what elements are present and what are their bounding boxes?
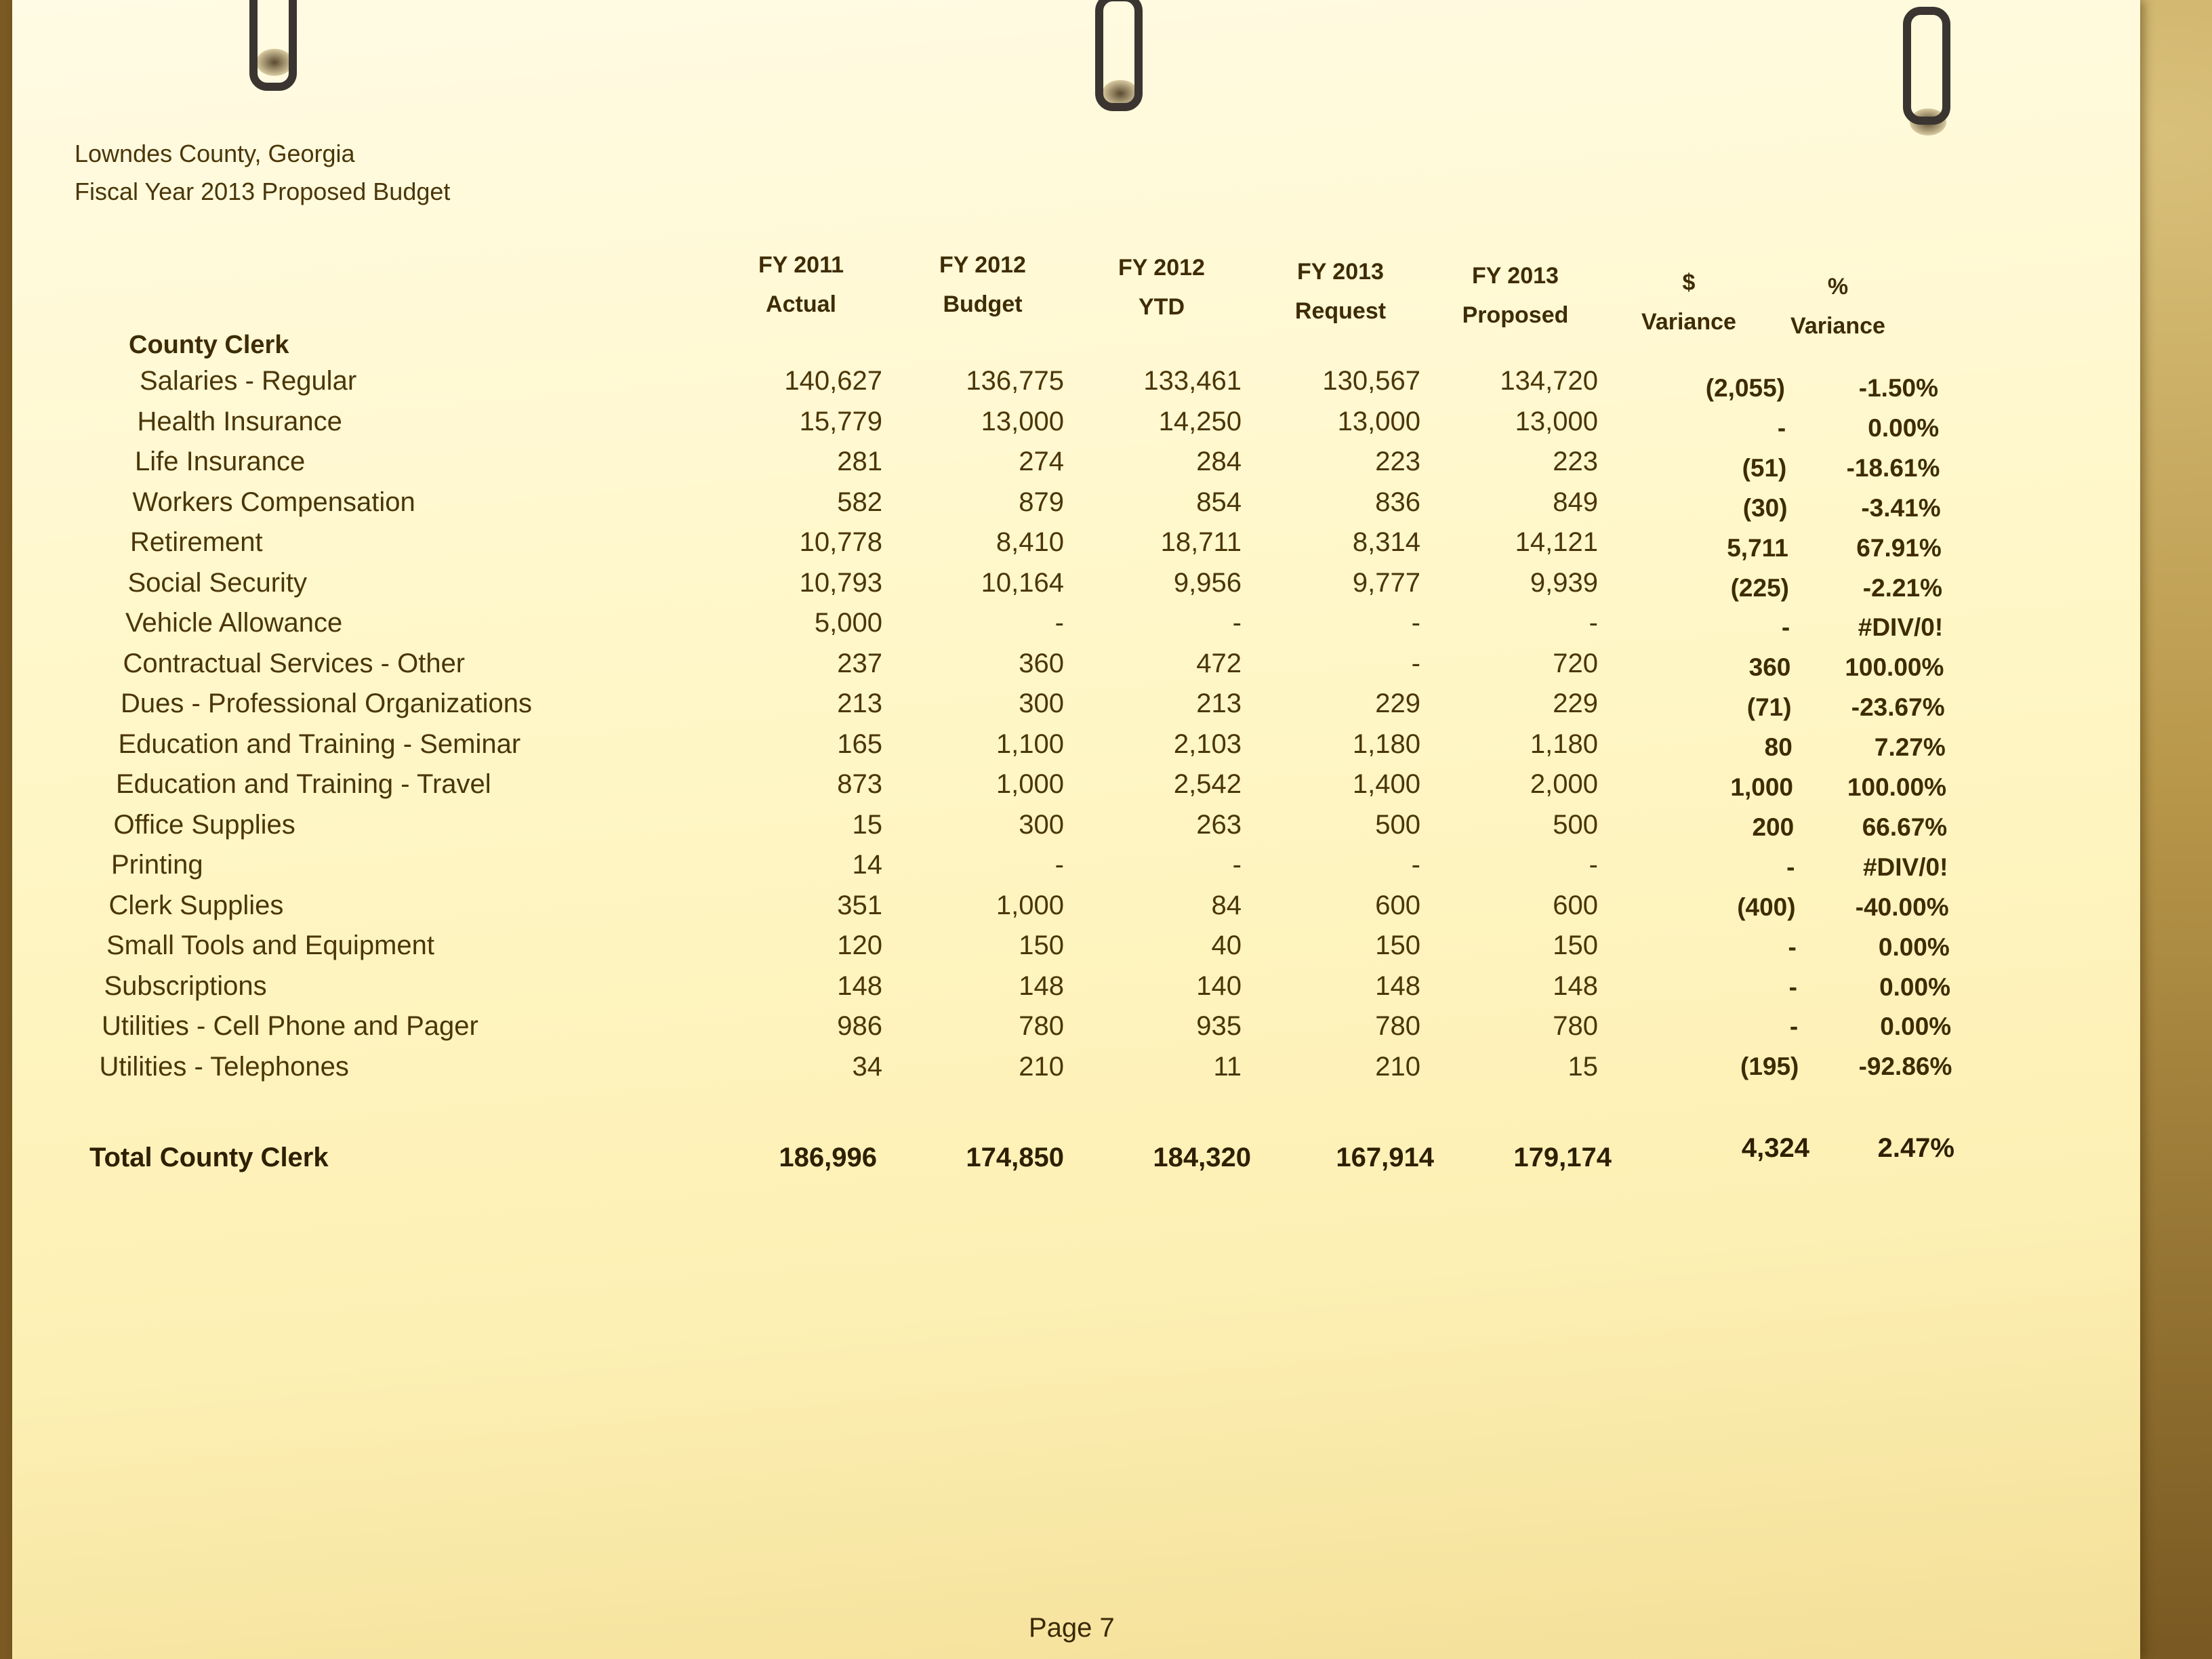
- cell-dollar-variance: 360: [1748, 653, 1791, 682]
- cell-fy2013-proposed: 720: [1553, 648, 1598, 678]
- cell-fy2013-request: 13,000: [1337, 406, 1420, 436]
- table-row: [12, 689, 2140, 728]
- cell-fy2012-budget: 136,775: [966, 366, 1064, 396]
- table-row: [12, 769, 2140, 808]
- cell-fy2012-budget: 274: [1019, 447, 1064, 476]
- cell-fy2012-ytd: 11: [1213, 1051, 1242, 1082]
- cell-fy2012-budget: 148: [1019, 970, 1064, 1001]
- cell-dollar-variance: -: [1788, 933, 1797, 961]
- table-row: [12, 971, 2140, 1010]
- cell-fy2013-proposed: 13,000: [1515, 406, 1598, 436]
- table-row: [12, 447, 2140, 486]
- cell-fy2012-budget: 10,164: [981, 567, 1064, 598]
- cell-dollar-variance: -: [1777, 413, 1786, 442]
- cell-fy2011-actual: 582: [837, 487, 882, 517]
- total-fy2013-request: 167,914: [1336, 1143, 1434, 1172]
- cell-pct-variance: 0.00%: [1878, 933, 1950, 961]
- cell-fy2012-budget: -: [1054, 850, 1064, 880]
- cell-fy2013-proposed: 14,121: [1515, 527, 1598, 557]
- row-label: Retirement: [130, 527, 263, 557]
- cell-fy2013-request: -: [1411, 648, 1420, 678]
- row-label: Social Security: [127, 567, 308, 598]
- cell-fy2013-request: 130,567: [1322, 366, 1420, 396]
- cell-fy2013-request: 600: [1375, 890, 1420, 920]
- cell-fy2012-ytd: 2,542: [1173, 769, 1242, 799]
- cell-pct-variance: 66.67%: [1862, 813, 1948, 841]
- cell-fy2011-actual: 165: [837, 729, 882, 759]
- cell-dollar-variance: (2,055): [1705, 374, 1785, 402]
- cell-fy2012-budget: 1,000: [996, 890, 1064, 920]
- cell-fy2012-ytd: 472: [1196, 648, 1242, 678]
- cell-fy2013-request: 1,180: [1352, 729, 1420, 759]
- cell-fy2012-ytd: -: [1232, 608, 1242, 638]
- cell-pct-variance: 100.00%: [1847, 773, 1946, 801]
- table-row: [12, 568, 2140, 607]
- total-row: [12, 1133, 2140, 1182]
- table-row: [12, 1052, 2140, 1091]
- cell-fy2013-proposed: 849: [1553, 487, 1598, 517]
- cell-fy2013-request: 210: [1375, 1051, 1420, 1082]
- cell-fy2013-request: 9,777: [1352, 567, 1420, 598]
- col-fy2013-request-header: FY 2013 Request: [1294, 259, 1387, 324]
- table-row: [12, 1011, 2140, 1050]
- row-label: Clerk Supplies: [108, 890, 284, 920]
- cell-fy2012-budget: 360: [1019, 648, 1064, 678]
- cell-fy2013-proposed: 148: [1553, 970, 1598, 1001]
- cell-fy2012-budget: 8,410: [996, 527, 1064, 557]
- cell-fy2011-actual: 15: [852, 809, 882, 840]
- col-fy2011-actual-header: FY 2011 Actual: [758, 252, 844, 317]
- cell-fy2013-proposed: -: [1589, 608, 1598, 638]
- cell-fy2013-proposed: 223: [1553, 447, 1598, 476]
- cell-pct-variance: -1.50%: [1858, 374, 1938, 402]
- cell-fy2013-request: 1,400: [1352, 769, 1420, 799]
- cell-dollar-variance: (51): [1742, 453, 1787, 482]
- row-label: Office Supplies: [113, 809, 295, 840]
- cell-dollar-variance: -: [1789, 1012, 1799, 1041]
- cell-fy2011-actual: 237: [837, 648, 882, 678]
- cell-dollar-variance: (195): [1740, 1052, 1799, 1081]
- total-fy2011-actual: 186,996: [779, 1143, 877, 1172]
- table-row: [12, 407, 2140, 446]
- cell-fy2013-proposed: 2,000: [1530, 769, 1598, 799]
- cell-pct-variance: 100.00%: [1845, 653, 1944, 682]
- cell-pct-variance: -40.00%: [1855, 893, 1949, 921]
- cell-fy2013-proposed: 134,720: [1500, 366, 1598, 396]
- cell-fy2012-budget: 150: [1019, 930, 1064, 960]
- table-row: [12, 527, 2140, 567]
- cell-fy2012-budget: 300: [1019, 689, 1064, 718]
- row-label: Salaries - Regular: [140, 366, 357, 396]
- cell-fy2012-budget: 879: [1019, 487, 1064, 517]
- cell-pct-variance: 67.91%: [1856, 533, 1942, 562]
- cell-fy2012-budget: 210: [1019, 1051, 1064, 1082]
- cell-dollar-variance: -: [1786, 853, 1795, 881]
- row-label: Vehicle Allowance: [125, 608, 343, 638]
- cell-fy2013-request: -: [1411, 608, 1420, 638]
- cell-fy2011-actual: 14: [852, 850, 882, 880]
- cell-fy2012-ytd: 18,711: [1160, 527, 1242, 557]
- cell-pct-variance: -92.86%: [1858, 1052, 1952, 1081]
- cell-fy2011-actual: 873: [837, 769, 882, 799]
- cell-dollar-variance: -: [1788, 972, 1797, 1001]
- cell-fy2013-proposed: -: [1589, 850, 1598, 880]
- cell-pct-variance: #DIV/0!: [1862, 853, 1948, 881]
- cell-dollar-variance: 200: [1752, 813, 1795, 841]
- cell-fy2011-actual: 15,779: [799, 406, 882, 436]
- cell-pct-variance: -23.67%: [1851, 693, 1945, 722]
- cell-fy2011-actual: 213: [837, 689, 882, 718]
- table-row: [12, 366, 2140, 405]
- cell-fy2012-ytd: 935: [1196, 1011, 1242, 1041]
- cell-fy2012-budget: 780: [1019, 1011, 1064, 1041]
- total-fy2012-budget: 174,850: [966, 1143, 1064, 1172]
- col-dollar-variance-header: $ Variance: [1641, 270, 1736, 335]
- cell-dollar-variance: 1,000: [1730, 773, 1793, 801]
- cell-fy2013-request: 836: [1375, 487, 1420, 517]
- cell-dollar-variance: -: [1781, 613, 1790, 642]
- col-fy2012-budget-header: FY 2012 Budget: [939, 252, 1026, 317]
- cell-dollar-variance: (30): [1742, 493, 1788, 522]
- table-row: [12, 729, 2140, 769]
- row-label: Contractual Services - Other: [123, 648, 466, 678]
- row-label: Subscriptions: [104, 970, 267, 1001]
- cell-fy2011-actual: 148: [837, 970, 882, 1001]
- cell-fy2012-ytd: 14,250: [1158, 406, 1242, 436]
- row-label: Printing: [111, 850, 203, 880]
- cell-fy2012-ytd: 284: [1196, 447, 1242, 476]
- total-label: Total County Clerk: [89, 1143, 329, 1172]
- cell-dollar-variance: (400): [1737, 893, 1796, 921]
- budget-page: [12, 0, 2140, 1659]
- cell-dollar-variance: (71): [1746, 693, 1792, 722]
- cell-fy2013-proposed: 15: [1568, 1051, 1598, 1082]
- cell-fy2013-proposed: 9,939: [1530, 567, 1598, 598]
- table-row: [12, 810, 2140, 849]
- col-pct-variance-header: % Variance: [1790, 274, 1885, 339]
- cell-fy2013-proposed: 1,180: [1530, 729, 1598, 759]
- cell-pct-variance: 0.00%: [1879, 972, 1950, 1001]
- cell-fy2013-request: 150: [1375, 930, 1420, 960]
- row-label: Education and Training - Seminar: [118, 729, 521, 759]
- col-fy2012-ytd-header: FY 2012 YTD: [1118, 255, 1205, 320]
- cell-fy2012-ytd: 213: [1196, 689, 1242, 718]
- cell-dollar-variance: (225): [1730, 573, 1789, 602]
- row-label: Small Tools and Equipment: [106, 930, 434, 960]
- table-row: [12, 930, 2140, 970]
- cell-pct-variance: 0.00%: [1868, 413, 1940, 442]
- county-name: Lowndes County, Georgia: [75, 140, 355, 167]
- cell-fy2013-request: 229: [1375, 689, 1420, 718]
- cell-pct-variance: -3.41%: [1861, 493, 1941, 522]
- cell-fy2013-proposed: 150: [1553, 930, 1598, 960]
- row-label: Education and Training - Travel: [116, 769, 491, 799]
- cell-fy2012-budget: 1,000: [996, 769, 1064, 799]
- cell-fy2012-ytd: 854: [1196, 487, 1242, 517]
- table-row: [12, 608, 2140, 647]
- cell-fy2013-request: 8,314: [1352, 527, 1420, 557]
- binder-ring-left: [249, 0, 297, 91]
- cell-fy2011-actual: 281: [837, 447, 882, 476]
- cell-fy2012-ytd: 2,103: [1173, 729, 1242, 759]
- cell-pct-variance: -18.61%: [1846, 453, 1940, 482]
- cell-dollar-variance: 80: [1764, 733, 1793, 762]
- section-title-county-clerk: County Clerk: [129, 331, 289, 359]
- cell-fy2012-ytd: 263: [1196, 809, 1242, 840]
- table-row: [12, 487, 2140, 527]
- total-fy2013-proposed: 179,174: [1513, 1143, 1612, 1172]
- table-row: [12, 649, 2140, 688]
- cell-fy2012-ytd: -: [1232, 850, 1242, 880]
- row-label: Workers Compensation: [132, 487, 415, 517]
- cell-fy2011-actual: 120: [837, 930, 882, 960]
- cell-pct-variance: #DIV/0!: [1858, 613, 1944, 642]
- cell-fy2013-request: 500: [1375, 809, 1420, 840]
- cell-fy2011-actual: 351: [837, 890, 882, 920]
- cell-fy2011-actual: 34: [852, 1051, 882, 1082]
- binder-ring-middle: [1095, 0, 1143, 111]
- total-pct-variance: 2.47%: [1877, 1133, 1954, 1163]
- row-label: Dues - Professional Organizations: [121, 689, 532, 718]
- table-row: [12, 850, 2140, 889]
- cell-fy2011-actual: 140,627: [784, 366, 882, 396]
- cell-pct-variance: 7.27%: [1874, 733, 1946, 762]
- cell-fy2012-ytd: 40: [1211, 930, 1242, 960]
- cell-fy2013-proposed: 780: [1553, 1011, 1598, 1041]
- cell-fy2013-proposed: 500: [1553, 809, 1598, 840]
- cell-fy2012-ytd: 84: [1211, 890, 1242, 920]
- total-fy2012-ytd: 184,320: [1153, 1143, 1251, 1172]
- cell-fy2012-ytd: 9,956: [1173, 567, 1242, 598]
- row-label: Utilities - Telephones: [99, 1051, 349, 1082]
- col-fy2013-proposed-header: FY 2013 Proposed: [1462, 263, 1569, 328]
- document-title: Fiscal Year 2013 Proposed Budget: [75, 178, 451, 205]
- row-label: Health Insurance: [137, 406, 342, 436]
- page-number: Page 7: [1029, 1613, 1115, 1643]
- binder-ring-right: [1903, 7, 1950, 125]
- cell-dollar-variance: 5,711: [1727, 533, 1788, 562]
- cell-fy2012-ytd: 133,461: [1143, 366, 1242, 396]
- cell-fy2013-request: 148: [1375, 970, 1420, 1001]
- cell-fy2011-actual: 10,778: [799, 527, 882, 557]
- cell-fy2013-request: 780: [1375, 1011, 1420, 1041]
- cell-fy2011-actual: 10,793: [799, 567, 882, 598]
- total-dollar-variance: 4,324: [1741, 1133, 1809, 1163]
- cell-fy2011-actual: 986: [837, 1011, 882, 1041]
- row-label: Life Insurance: [135, 447, 306, 476]
- cell-fy2011-actual: 5,000: [814, 608, 882, 638]
- cell-pct-variance: -2.21%: [1862, 573, 1942, 602]
- cell-fy2012-budget: 300: [1019, 809, 1064, 840]
- cell-pct-variance: 0.00%: [1880, 1012, 1952, 1041]
- cell-fy2013-request: -: [1411, 850, 1420, 880]
- cell-fy2012-budget: 13,000: [981, 406, 1064, 436]
- table-row: [12, 890, 2140, 930]
- cell-fy2012-budget: -: [1054, 608, 1064, 638]
- cell-fy2013-request: 223: [1375, 447, 1420, 476]
- cell-fy2013-proposed: 229: [1553, 689, 1598, 718]
- row-label: Utilities - Cell Phone and Pager: [102, 1011, 478, 1041]
- cell-fy2013-proposed: 600: [1553, 890, 1598, 920]
- cell-fy2012-ytd: 140: [1196, 970, 1242, 1001]
- cell-fy2012-budget: 1,100: [996, 729, 1064, 759]
